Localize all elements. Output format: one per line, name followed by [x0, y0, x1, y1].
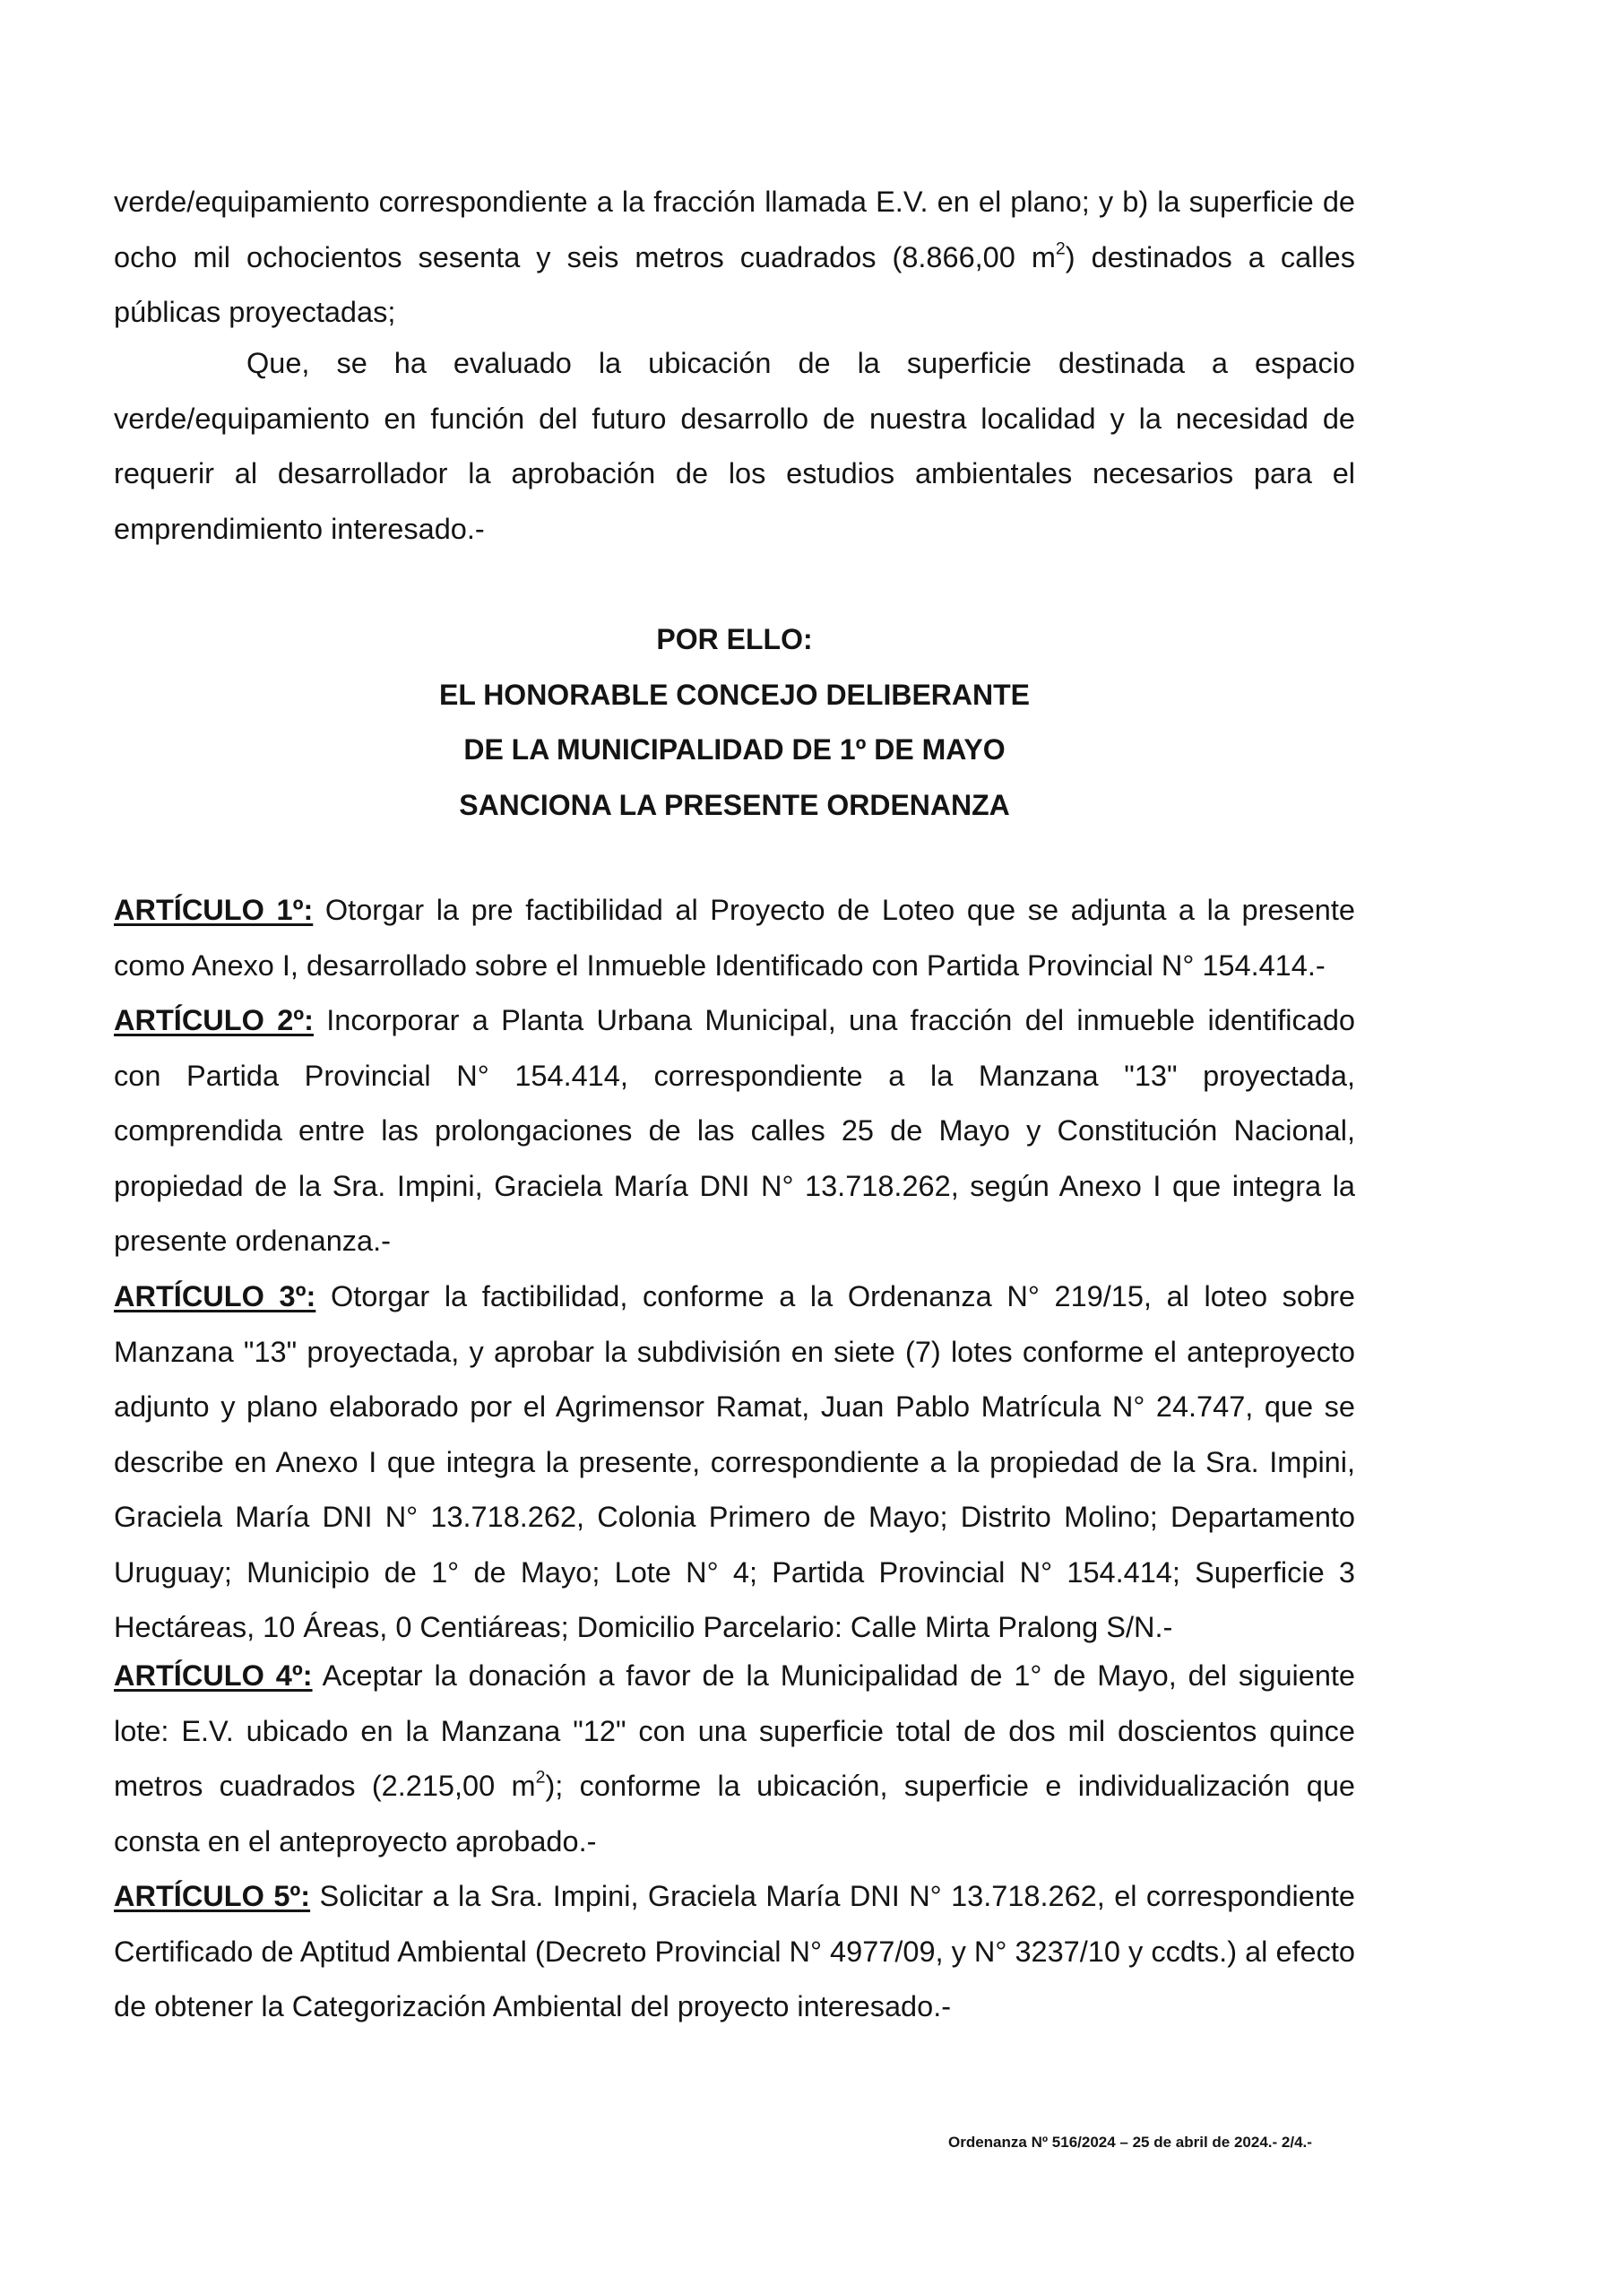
article-2-text: Incorporar a Planta Urbana Municipal, una fracción del inmueble identificado con Partida Provincial N° 154.414, correspondiente a la Manzana "13" proyectada, comprendida entre las prolongaciones de las calles 25 de Mayo y Constitución Nacional, propiedad de la Sra. Impini, Graciela María DNI N° 13.718.262, según Anexo I que integra la presente ordenanza.- [114, 1004, 1355, 1257]
heading-line-1: POR ELLO: [656, 623, 813, 655]
article-3-label: ARTÍCULO 3º: [114, 1280, 316, 1312]
heading-line-2: EL HONORABLE CONCEJO DELIBERANTE [438, 678, 1030, 711]
page-footer: Ordenanza Nº 516/2024 – 25 de abril de 2024.- 2/4.- [948, 2134, 1312, 2151]
article-1-text: Otorgar la pre factibilidad al Proyecto de Loteo que se adjunta a la presente como Anexo I, desarrollado sobre el Inmueble Identificado con Partida Provincial N° 154.414.- [114, 894, 1355, 982]
intro-paragraph-1 [114, 175, 1355, 341]
article-4 [114, 1649, 1355, 1869]
article-1-label: ARTÍCULO 1º: [114, 894, 314, 926]
article-5 [114, 1869, 1355, 2035]
resolution-heading [114, 612, 1355, 833]
article-5-label: ARTÍCULO 5º: [114, 1880, 311, 1912]
article-4-text: Aceptar la donación a favor de la Municipalidad de 1° de Mayo, del siguiente lote: E.V. ubicado en la Manzana "12" con una superficie total de dos mil doscientos quince metros cuadrados (2.215,00 m [114, 1659, 1355, 1802]
intro-text-1: verde/equipamiento correspondiente a la fracción llamada E.V. en el plano; y b) la superficie de ocho mil ochocientos sesenta y seis metros cuadrados (8.866,00 m [114, 186, 1355, 273]
intro-text-1-end: ) destinados a calles públicas proyectadas; [114, 240, 1355, 328]
article-2-label: ARTÍCULO 2º: [114, 1004, 314, 1036]
article-3-text: Otorgar la factibilidad, conforme a la Ordenanza N° 219/15, al loteo sobre Manzana "13" proyectada, y aprobar la subdivisión en siete (7) lotes conforme el anteproyecto adjunto y plano elaborado por el Agrimensor Ramat, Juan Pablo Matrícula N° 24.747, que se describe en Anexo I que integra la presente, correspondiente a la propiedad de la Sra. Impini, Graciela María DNI N° 13.718.262, Colonia Primero de Mayo; Distrito Molino; Departamento Uruguay; Municipio de 1° de Mayo; Lote N° 4; Partida Provincial N° 154.414; Superficie 3 Hectáreas, 10 Áreas, 0 Centiáreas; Domicilio Parcelario: Calle Mirta Pralong S/N.- [114, 1280, 1355, 1643]
superscript-2: 2 [1055, 238, 1066, 258]
article-1 [114, 883, 1355, 993]
article-4-text-end: ); conforme la ubicación, superficie e individualización que consta en el anteproyecto aprobado.- [114, 1770, 1356, 1858]
heading-line-3: DE LA MUNICIPALIDAD DE 1º DE MAYO [463, 733, 1006, 766]
superscript-2: 2 [535, 1767, 546, 1788]
heading-line-4: SANCIONA LA PRESENTE ORDENANZA [459, 788, 1010, 821]
article-5-text: Solicitar a la Sra. Impini, Graciela María DNI N° 13.718.262, el correspondiente Certificado de Aptitud Ambiental (Decreto Provincial N° 4977/09, y N° 3237/10 y ccdts.) al efecto de obtener la Categorización Ambiental del proyecto interesado.- [114, 1880, 1355, 2022]
intro-paragraph-2: Que, se ha evaluado la ubicación de la superficie destinada a espacio verde/equipamiento en función del futuro desarrollo de nuestra localidad y la necesidad de requerir al desarrollador la aprobación de los estudios ambientales necesarios para el emprendimiento interesado.- [114, 347, 1355, 545]
article-2 [114, 993, 1355, 1269]
article-4-label: ARTÍCULO 4º: [114, 1659, 313, 1692]
article-3 [114, 1269, 1355, 1656]
